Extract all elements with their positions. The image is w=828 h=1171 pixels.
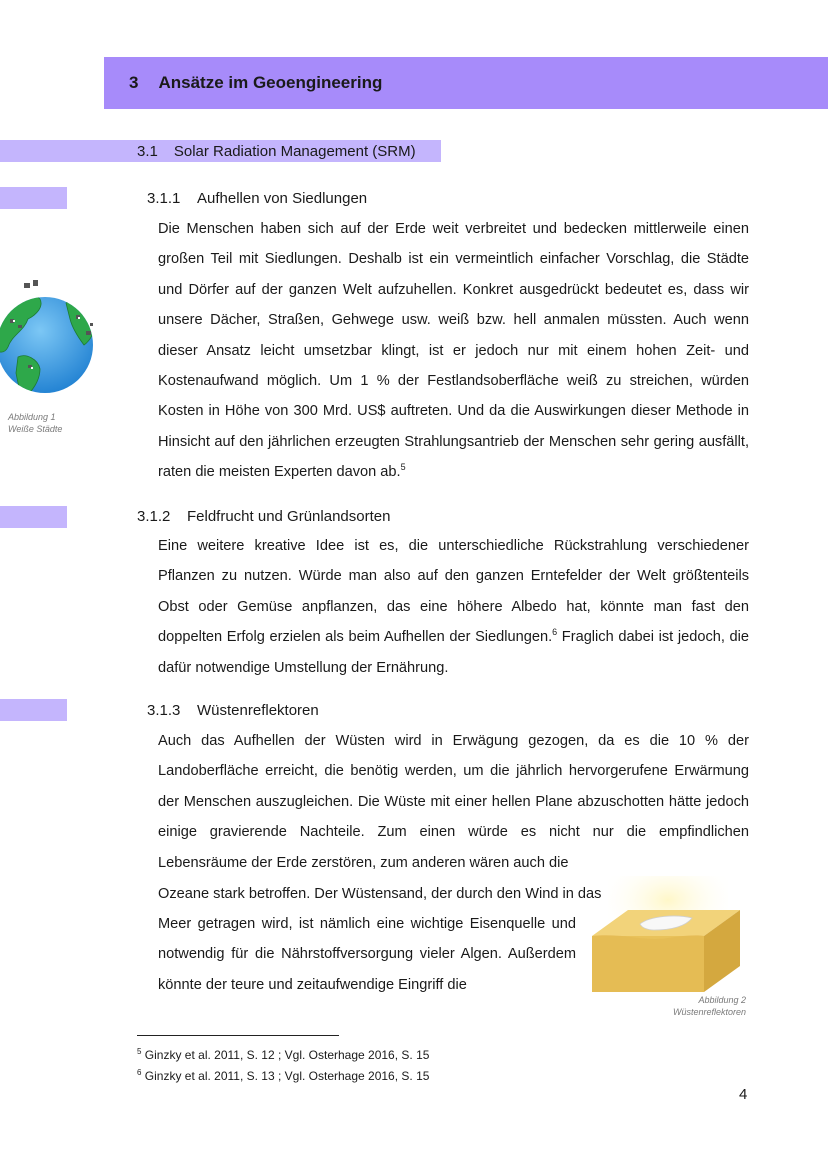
subsection-number: 3.1.1 [147, 189, 181, 207]
paragraph-feldfrucht [158, 531, 749, 683]
paragraph-text: Eine weitere kreative Idee ist es, die unterschiedliche Rückstrahlung verschiedener Pflanzen zu nutzen. Würde man also auf den ganzen Erntefelder der Welt größtenteils Obst oder Gemüse anpflanzen, das eine höhere Albedo hat, könnte man fast den doppelten Erfolg erzielen als beim Aufhellen der Siedlungen. [158, 538, 749, 646]
paragraph-line: Ozeane stark betroffen. Der Wüstensand, der durch den Wind in das [158, 886, 602, 902]
paragraph-wrap: Meer getragen wird, ist nämlich eine wichtige Eisenquelle und notwendig für die Nährstoffversorgung vieler Algen. Außerdem könnte der teure und zeitaufwendige Eingriff die [158, 916, 576, 993]
figure-2-label: Abbildung 2 [698, 995, 746, 1005]
paragraph-tail: Fraglich dabei ist jedoch, die dafür notwendige Umstellung der Ernährung. [158, 629, 750, 676]
subsection-heading [137, 505, 390, 527]
subsection-number: 3.1.2 [137, 507, 171, 525]
section-number: 3.1 [137, 142, 158, 160]
paragraph-text: Auch das Aufhellen der Wüsten wird in Erwägung gezogen, da es die 10 % der Landoberfläche erreicht, die benötig werden, um die jährlich hervorgerufene Erwärmung der Menschen auszugleichen. Die Wüste mit einer hellen Plane abzuschotten hätte jedoch einige gravierende Nachteile. Zum einen würde es nicht nur die empfindlichen Lebensräume der Erde zerstören, zum anderen wären auch die [158, 733, 749, 871]
margin-marker [0, 506, 67, 528]
footnote [137, 1068, 429, 1083]
margin-marker [0, 699, 67, 721]
footnote-text: Ginzky et al. 2011, S. 12 ; Vgl. Osterhage 2016, S. 15 [144, 1048, 430, 1062]
subsection-heading [147, 699, 319, 721]
figure-2-caption [640, 994, 746, 1018]
globe-icon [0, 275, 100, 410]
footnote-ref: 5 [400, 462, 406, 473]
subsection-heading [147, 187, 367, 209]
paragraph-siedlungen [158, 214, 749, 488]
paragraph-wuesten [158, 726, 749, 878]
chapter-title: Ansätze im Geoengineering [158, 73, 383, 92]
footnote-ref: 6 [552, 627, 558, 638]
footnote-number: 5 [137, 1047, 142, 1056]
desert-reflector-icon [588, 876, 744, 994]
subsection-title: Aufhellen von Siedlungen [197, 189, 368, 207]
figure-1-label: Abbildung 1 [8, 412, 56, 422]
subsection-title: Wüstenreflektoren [197, 701, 319, 719]
subsection-number: 3.1.3 [147, 701, 181, 719]
subsection-title: Feldfrucht und Grünlandsorten [187, 507, 391, 525]
footnote-text: Ginzky et al. 2011, S. 13 ; Vgl. Osterhage 2016, S. 15 [144, 1069, 430, 1083]
margin-marker [0, 187, 67, 209]
chapter-number: 3 [129, 73, 139, 92]
figure-2-title: Wüstenreflektoren [672, 1007, 746, 1017]
figure-globe [0, 275, 100, 410]
section-heading [0, 140, 441, 162]
figure-desert [588, 876, 744, 994]
figure-1-title: Weiße Städte [8, 424, 63, 434]
section-title: Solar Radiation Management (SRM) [173, 142, 416, 160]
footnote-separator [137, 1035, 339, 1036]
page-number: 4 [739, 1086, 748, 1103]
footnote-number: 6 [137, 1068, 142, 1077]
paragraph-text: Die Menschen haben sich auf der Erde weit verbreitet und bedecken mittlerweile einen großen Teil mit Siedlungen. Deshalb ist ein vermeintlich einfacher Vorschlag, die Städte und Dörfer auf der ganzen Welt aufzuhellen. Konkret ausgedrückt bedeutet es, dass wir unsere Dächer, Straßen, Gehwege usw. weiß bzw. hell anmalen müssten. Auch wenn dieser Ansatz leicht umsetzbar klingt, ist er jedoch nur mit einem hohen Zeit- und Kostenaufwand möglich. Um 1 % der Festlandsoberfläche weiß zu streichen, würden Kosten in Höhe von 300 Mrd. US$ auftreten. Und da die Auswirkungen dieser Methode in Hinsicht auf den jährlichen erzeugten Strahlungsantrieb der Menschen sehr gering ausfällt, raten die meisten Experten davon ab. [158, 221, 749, 481]
chapter-heading [104, 57, 828, 109]
figure-1-caption [8, 411, 62, 435]
footnote [137, 1047, 429, 1062]
